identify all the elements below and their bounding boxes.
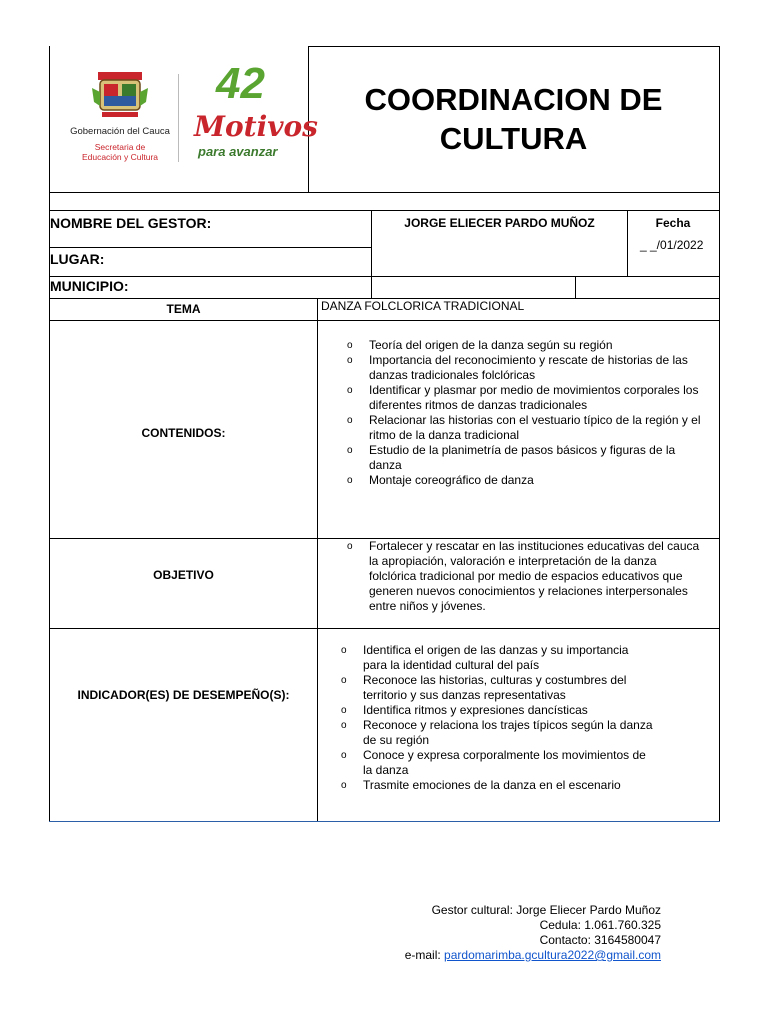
list-item-line: para la identidad cultural del país [363,658,540,672]
label-column-divider [317,298,318,822]
bullet-icon: o [347,340,353,351]
footer-contacto: Contacto: 3164580047 [539,933,661,947]
objetivo-label: OBJETIVO [153,568,214,582]
list-item [347,473,719,488]
list-item-line: la danza [363,763,409,777]
list-item-line: Relacionar las historias con el vestuario típico de la región y el [369,413,701,427]
list-item-line: Identificar y plasmar por medio de movimientos corporales los [369,383,699,397]
table-bottom-border [49,821,720,822]
list-item-line: Conoce y expresa corporalmente los movimientos de [363,748,646,762]
footer-cedula: Cedula: 1.061.760.325 [539,918,661,932]
list-item [341,718,671,748]
list-item-line: Identifica el origen de las danzas y su importancia [363,643,629,657]
motivos-title-logo: Motivos [194,110,318,143]
contenidos-label: CONTENIDOS: [141,426,226,440]
list-item-line: Montaje coreográfico de danza [369,473,534,487]
tema-label: TEMA [166,302,201,316]
list-item [341,703,671,718]
bullet-icon: o [341,645,347,656]
list-item-line: ritmo de la danza tradicional [369,428,520,442]
list-item-line: entre niños y jóvenes. [369,599,486,613]
bullet-icon: o [341,720,347,731]
bullet-icon: o [341,750,347,761]
table-top-border [308,46,720,47]
bullet-icon: o [347,475,353,486]
nombre-gestor-value: JORGE ELIECER PARDO MUÑOZ [404,216,595,230]
fecha-value: _ _/01/2022 [640,238,704,252]
list-item-line: Trasmite emociones de la danza en el escenario [363,778,621,792]
secretaria-caption: Secretaria de Educación y Cultura [81,142,159,162]
list-item [341,748,671,778]
list-item-line: danzas tradicionales folclóricas [369,368,536,382]
list-item-line: Identifica ritmos y expresiones dancísticas [363,703,588,717]
motivos-number-logo: 42 [216,59,265,108]
list-item-line: Importancia del reconocimiento y rescate de historias de las [369,353,688,367]
municipio-divider [575,276,576,298]
municipio-label: MUNICIPIO: [50,278,129,294]
bullet-icon: o [347,355,353,366]
header-bottom-rule [49,192,720,193]
bullet-icon: o [341,780,347,791]
contenidos-list [347,338,719,488]
list-item-line: generen nuevos conocimientos y relaciones interpersonales [369,584,688,598]
list-item-line: territorio y sus danzas representativas [363,688,566,702]
spacer-rule [49,210,720,211]
nombre-bottom-rule [49,247,371,248]
list-item-line: danza [369,458,402,472]
objetivo-list [347,539,719,614]
motivos-subtitle-logo: para avanzar [198,144,278,159]
list-item [341,778,671,793]
tema-bottom-rule [49,320,720,321]
email-link[interactable]: pardomarimba.gcultura2022@gmail.com [444,948,661,962]
bullet-icon: o [341,675,347,686]
list-item [347,413,719,443]
coat-of-arms-icon [90,66,150,126]
bullet-icon: o [347,445,353,456]
table-right-border [719,46,720,822]
list-item-line: folclórica tradicional por medio de espacios educativos que [369,569,683,583]
list-item-line: Teoría del origen de la danza según su región [369,338,613,352]
list-item [347,539,719,614]
tema-value: DANZA FOLCLORICA TRADICIONAL [321,299,525,313]
list-item-line: de su región [363,733,430,747]
bullet-icon: o [347,541,353,552]
lugar-bottom-rule [49,276,720,277]
gobernacion-caption: Gobernación del Cauca [70,126,170,137]
objetivo-bottom-rule [49,628,720,629]
list-item [347,353,719,383]
list-item [347,443,719,473]
list-item-line: Estudio de la planimetría de pasos básicos y figuras de la [369,443,676,457]
nombre-gestor-label: NOMBRE DEL GESTOR: [50,215,212,231]
footer-email-label: e-mail: [404,948,445,962]
logo-separator [178,74,179,162]
list-item-line: Reconoce las historias, culturas y costumbres del [363,673,627,687]
list-item-line: la apropiación, valoración e interpretación de la danza [369,554,657,568]
indicadores-list [341,643,671,793]
footer-email-line [405,948,661,963]
indicadores-label: INDICADOR(ES) DE DESEMPEÑO(S): [77,688,290,702]
logo-area [50,46,318,191]
bullet-icon: o [341,705,347,716]
bullet-icon: o [347,385,353,396]
footer-contact [405,903,661,963]
fecha-label: Fecha [655,216,691,230]
list-item [347,383,719,413]
footer-gestor: Gestor cultural: Jorge Eliecer Pardo Muñoz [431,903,661,917]
list-item-line: diferentes ritmos de danzas tradicionales [369,398,588,412]
list-item-line: Fortalecer y rescatar en las instituciones educativas del cauca [369,539,700,553]
list-item-line: Reconoce y relaciona los trajes típicos según la danza [363,718,653,732]
list-item [347,338,719,353]
list-item [341,643,671,673]
page-title: COORDINACION DE CULTURA [364,82,663,156]
bullet-icon: o [347,415,353,426]
list-item [341,673,671,703]
lugar-label: LUGAR: [50,251,105,267]
